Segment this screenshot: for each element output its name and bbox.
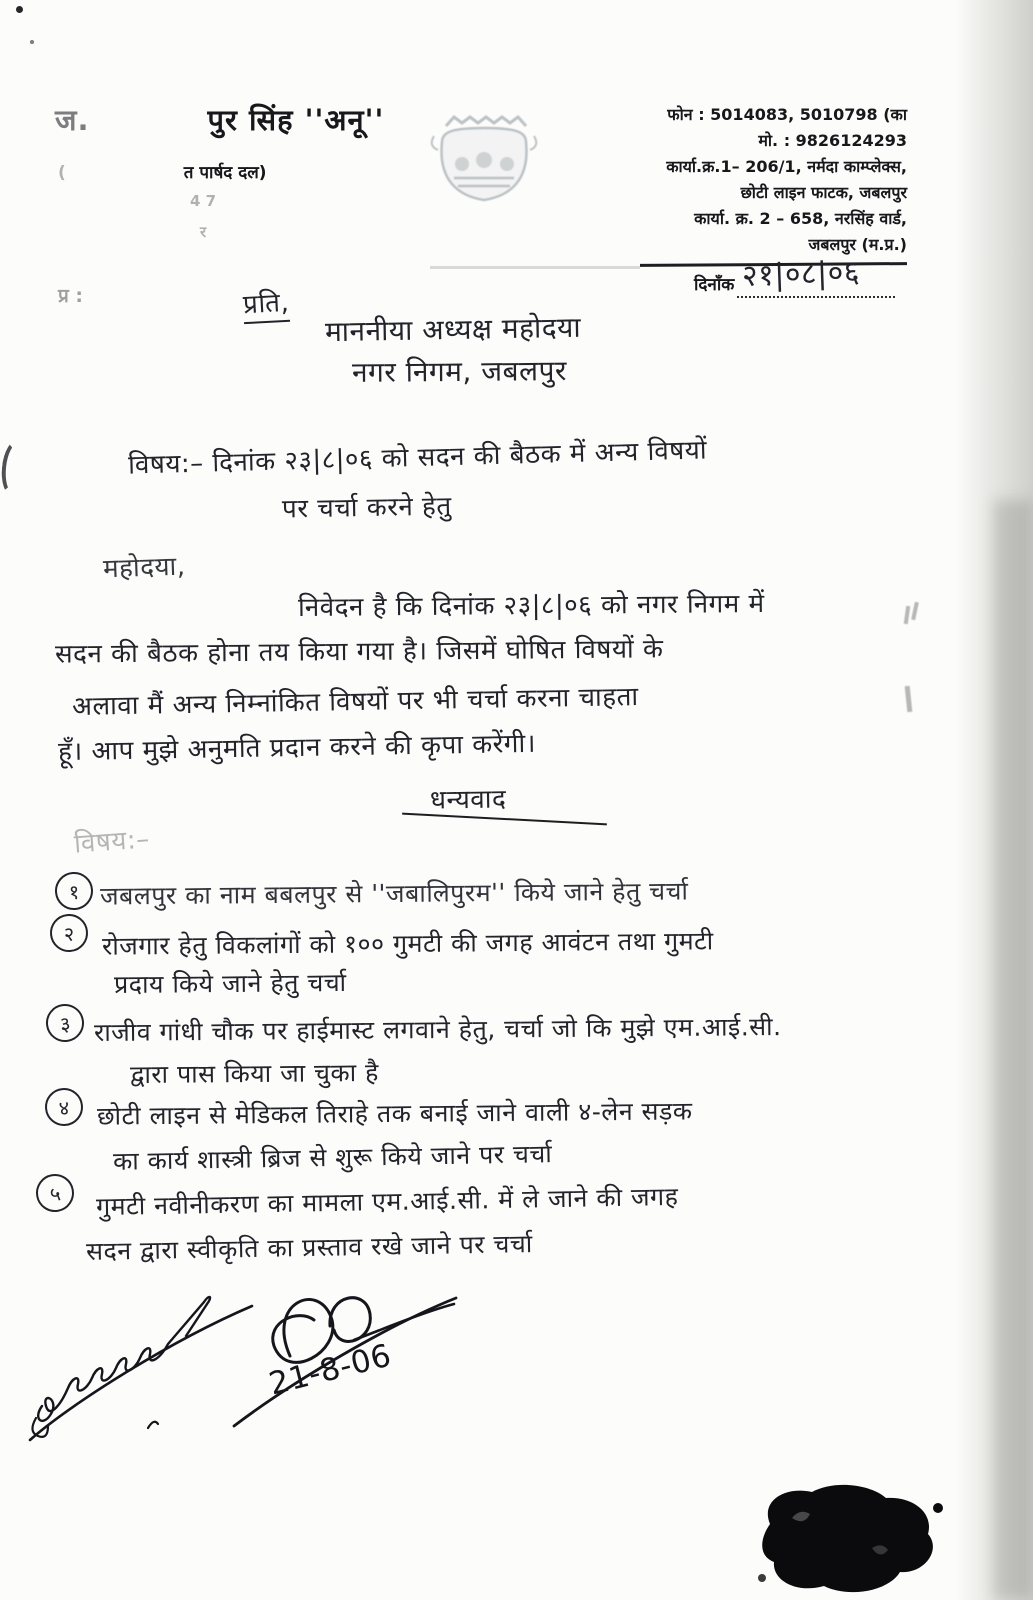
- ink-blot: [752, 1478, 947, 1600]
- list-heading: विषय:–: [73, 824, 151, 860]
- letter-to: प्रति,: [242, 283, 290, 321]
- letterhead-name: [55, 100, 384, 139]
- city-line: जबलपुर (म.प्र.): [808, 235, 907, 254]
- body-line-2: सदन की बैठक होना तय किया गया है। जिसमें घोषित विषयों के: [54, 634, 664, 670]
- salutation: महोदया,: [102, 551, 187, 585]
- signature-date: 21-8-06: [265, 1337, 396, 1403]
- date-label: दिनाँक: [694, 275, 735, 295]
- letterhead-contact-block: [477, 102, 907, 258]
- letterhead-line4: र: [200, 223, 207, 241]
- item-3-line2: द्वारा पास किया जा चुका है: [129, 1057, 380, 1090]
- letterhead-name-main: पुर सिंह ''अनू'': [207, 103, 385, 137]
- date-value: २१|०८|०६: [741, 254, 861, 295]
- item-4-number: ४: [43, 1086, 84, 1127]
- body-line-4: हूँ। आप मुझे अनुमति प्रदान करने की कृपा करेंगी।: [57, 728, 537, 768]
- item-5-number: ५: [33, 1171, 77, 1215]
- addressee-line1: माननीया अध्यक्ष महोदया: [324, 310, 582, 349]
- scan-smudge: [905, 686, 913, 712]
- scan-shadow-right-dark: [993, 500, 1033, 1600]
- office1-line: कार्या.क्र.1– 206/1, नर्मदा काम्प्लेक्स,: [666, 157, 907, 176]
- item-2-line2: प्रदाय किये जाने हेतु चर्चा: [113, 967, 347, 1000]
- body-line-3: अलावा मैं अन्य निम्नांकित विषयों पर भी चर्चा करना चाहता: [71, 682, 639, 722]
- item-1-line1: जबलपुर का नाम बबलपुर से ''जबालिपुरम'' किये जाने हेतु चर्चा: [99, 876, 689, 911]
- scan-smudge: [911, 602, 919, 620]
- pen-bracket-mark: [0, 439, 31, 497]
- item-2-number: २: [48, 912, 90, 954]
- office1-line2: छोटी लाइन फाटक, जबलपुर: [740, 183, 907, 202]
- item-3-number: ३: [44, 1002, 87, 1045]
- letterhead-subline: ( त पार्षद दल): [58, 163, 267, 183]
- thanks: धन्यवाद: [429, 784, 507, 816]
- office2-line: कार्या. क्र. 2 – 658, नरसिंह वार्ड,: [694, 209, 907, 228]
- header-rule-faded: [430, 266, 640, 269]
- item-5-line2: सदन द्वारा स्वीकृति का प्रस्ताव रखे जाने पर चर्चा: [85, 1229, 533, 1266]
- subject-line1: विषय:– दिनांक २३|८|०६ को सदन की बैठक में अन्य विषयों: [127, 435, 708, 481]
- mobile-line: मो. : 9826124293: [758, 131, 907, 150]
- date-dotted-line: [737, 270, 895, 298]
- subject-line2: पर चर्चा करने हेतु: [281, 491, 452, 525]
- letterhead-line3: 4 7: [190, 192, 217, 210]
- item-2-line1: रोजगार हेतु विकलांगों को १०० गुमटी की जगह आवंटन तथा गुमटी: [101, 926, 714, 961]
- ink-speck: [16, 6, 23, 13]
- scan-smudge: [904, 606, 910, 624]
- ink-speck: [30, 40, 34, 44]
- item-4-line1: छोटी लाइन से मेडिकल तिराहे तक बनाई जाने वाली ४-लेन सड़क: [96, 1096, 693, 1131]
- body-line-1: निवेदन है कि दिनांक २३|८|०६ को नगर निगम में: [297, 588, 765, 624]
- item-4-line2: का कार्य शास्त्री ब्रिज से शुरू किये जाने पर चर्चा: [112, 1139, 553, 1176]
- item-1-number: १: [54, 871, 95, 912]
- margin-mark: प्र :: [58, 285, 84, 307]
- item-5-line1: गुमटी नवीनीकरण का मामला एम.आई.सी. में ले जाने की जगह: [95, 1181, 679, 1222]
- item-3-line1: राजीव गांधी चौक पर हाईमास्ट लगवाने हेतु, चर्चा जो कि मुझे एम.आई.सी.: [93, 1012, 782, 1047]
- letterhead-name-faint: ज.: [55, 103, 90, 137]
- phone-line: फोन : 5014083, 5010798 (का: [667, 105, 907, 124]
- addressee-line2: नगर निगम, जबलपुर: [351, 354, 568, 389]
